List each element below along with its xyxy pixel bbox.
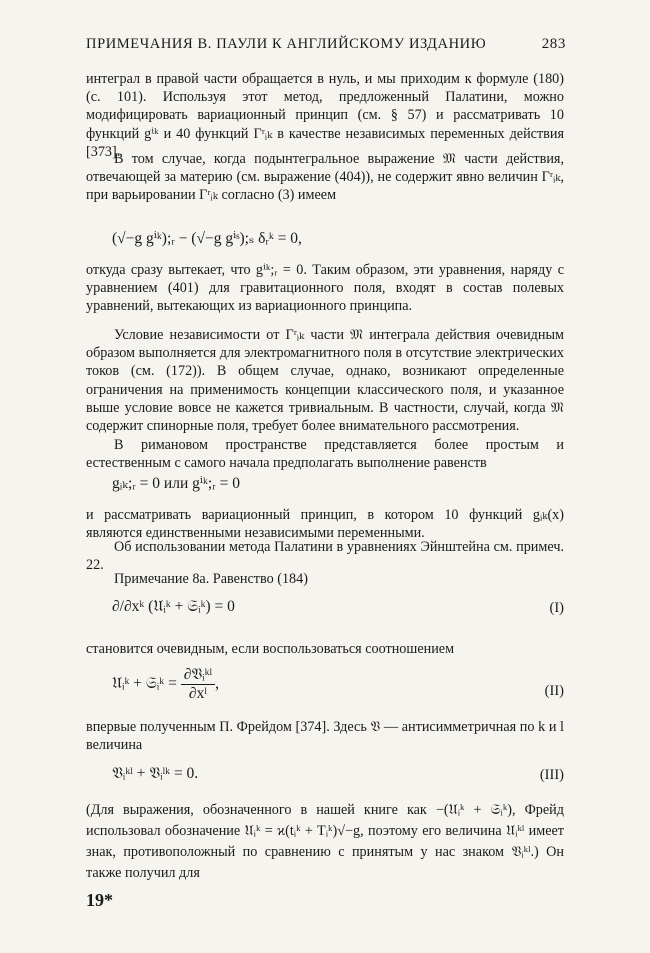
page-number: 283 xyxy=(541,36,566,52)
equation-metric-condition: gᵢₖ;ᵣ = 0 или gⁱᵏ;ᵣ = 0 xyxy=(112,475,240,492)
paragraph-4: Условие независимости от Γʳᵢₖ части 𝔐 интеграла действия очевидным образом выполняется для электромагнитного поля в отсутствие электрических токов (см. (172)). В общем случае, однако, возникают определенные ограничения на применимость концепции классического поля, и указанное выше условие вовсе не кажется тривиальным. В частности, случай, когда 𝔐 содержит спинорные поля, требует более внимательного рассмотрения. xyxy=(86,327,564,435)
equation-II-fraction xyxy=(181,666,215,703)
paragraph-7: Об использовании метода Палатини в уравнениях Эйнштейна см. примеч. 22. xyxy=(86,539,564,574)
paragraph-5: В римановом пространстве представляется более простым и естественным с самого начала предполагать выполнение равенств xyxy=(86,437,564,472)
note-8a-heading: Примечание 8а. Равенство (184) xyxy=(114,571,308,587)
paragraph-10: впервые полученным П. Фрейдом [374]. Здесь 𝔙 — антисимметричная по k и l величина xyxy=(86,719,564,754)
equation-I-label: (I) xyxy=(549,600,564,616)
paragraph-3: откуда сразу вытекает, что gⁱᵏ;ᵣ = 0. Таким образом, эти уравнения, наряду с уравнением (401) для гравитационного поля, входят в состав полевых уравнений, вытекающих из вариационного принципа. xyxy=(86,262,564,315)
equation-III: 𝔙ᵢᵏˡ + 𝔙ᵢˡᵏ = 0. xyxy=(112,765,199,782)
paragraph-1: интеграл в правой части обращается в нуль, и мы приходим к формуле (180) (с. 101). Используя этот метод, предложенный Палатини, можно модифицировать вариационный принцип (см. § 57) и рассматривать 10 функций gⁱᵏ и 40 функций Γʳᵢₖ в качестве независимых переменных действия [373]. xyxy=(86,71,564,160)
equation-II-numerator: ∂𝔙ᵢᵏˡ xyxy=(181,666,215,685)
equation-III-label: (III) xyxy=(539,767,564,783)
paragraph-9: становится очевидным, если воспользоваться соотношением xyxy=(86,641,455,657)
equation-palatini: (√−g gⁱᵏ);ᵣ − (√−g gⁱˢ);ₛ δᵣᵏ = 0, xyxy=(112,230,302,247)
paragraph-11: (Для выражения, обозначенного в нашей книге как −(𝔘ᵢᵏ + 𝔖ᵢᵏ), Фрейд использовал обозначение 𝔘ᵢᵏ = ϰ(tᵢᵏ + Tᵢᵏ)√−g, поэтому его величина 𝔘ᵢᵏˡ имеет знак, противоположный по сравнению с принятым у нас знаком 𝔙ᵢᵏˡ.) Он также получил для xyxy=(86,802,564,881)
equation-II: 𝔘ᵢᵏ + 𝔖ᵢᵏ = $\frac{\text{∂𝔙ᵢᵏˡ}}{\text{∂xˡ}}$ , xyxy=(112,666,220,702)
equation-II-lhs: 𝔘ᵢᵏ + 𝔖ᵢᵏ = xyxy=(112,675,177,693)
paragraph-6: и рассматривать вариационный принцип, в котором 10 функций gᵢₖ(x) являются единственными независимыми переменными. xyxy=(86,507,564,542)
equation-II-label: (II) xyxy=(544,683,564,699)
equation-I: ∂/∂xᵏ (𝔘ᵢᵏ + 𝔖ᵢᵏ) = 0 xyxy=(112,598,235,615)
equation-II-denominator: ∂xˡ xyxy=(188,685,207,702)
running-header xyxy=(86,36,566,53)
header-title: ПРИМЕЧАНИЯ В. ПАУЛИ К АНГЛИЙСКОМУ ИЗДАНИЮ xyxy=(86,36,487,52)
signature-mark: 19* xyxy=(86,890,113,910)
paragraph-2: В том случае, когда подынтегральное выражение 𝔐 части действия, отвечающей за материю (см. выражение (404)), не содержит явно величин Γʳᵢₖ, при варьировании Γʳᵢₖ согласно (3) имеем xyxy=(86,151,564,204)
